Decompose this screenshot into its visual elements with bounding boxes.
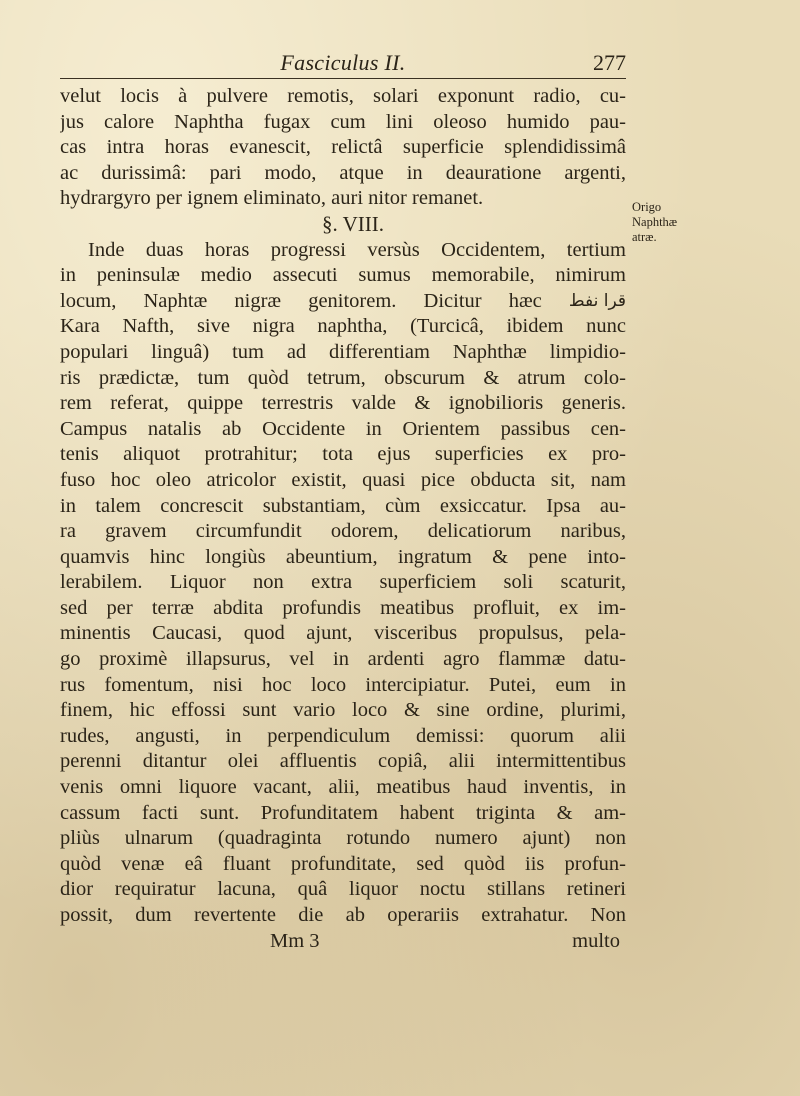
text-line: in talem concrescit substantiam, cùm exsiccatur. Ipsa au- xyxy=(60,494,626,517)
text-line: populari linguâ) tum ad differentiam Naphthæ limpidio- xyxy=(60,340,626,363)
page-footer xyxy=(60,929,626,955)
section-marker: §. VIII. xyxy=(321,211,384,236)
running-head xyxy=(60,44,626,84)
text-line: dior requiratur lacuna, quâ liquor noctu stillans retineri xyxy=(60,878,626,901)
text-line: jus calore Naphtha fugax cum lini oleoso humido pau- xyxy=(60,110,626,133)
marginal-note-line: atræ. xyxy=(632,230,657,244)
marginal-note-line: Origo xyxy=(632,200,662,214)
text-line: ac durissimâ: pari modo, atque in deauratione argenti, xyxy=(60,161,626,184)
text-line: quòd venæ eâ fluant profunditate, sed quòd iis profun- xyxy=(60,852,626,875)
text-line: rudes, angusti, in perpendiculum demissi: quorum alii xyxy=(60,724,626,747)
text-line: cassum facti sunt. Profunditatem habent triginta & am- xyxy=(60,801,626,824)
header-rule xyxy=(60,78,626,79)
body-text xyxy=(60,84,626,954)
text-line: perenni ditantur olei affluentis copiâ, alii intermittentibus xyxy=(60,750,626,773)
page-number: 277 xyxy=(593,50,626,75)
text-line: finem, hic effossi sunt vario loco & sine ordine, plurimi, xyxy=(60,699,626,722)
text-line: in peninsulæ medio assecuti sumus memorabile, nimirum xyxy=(60,264,626,287)
text-line: possit, dum revertente die ab operariis extrahatur. Non xyxy=(60,904,626,926)
arabic-term: قرا نفط xyxy=(568,290,626,311)
text-line: go proximè illapsurus, vel in ardenti agro flammæ datu- xyxy=(60,648,626,671)
text-line: rem referat, quippe terrestris valde & ignobilioris generis. xyxy=(60,392,626,415)
text-line: fuso hoc oleo atricolor existit, quasi pice obducta sit, nam xyxy=(60,468,626,491)
text-line: minentis Caucasi, quod ajunt, visceribus propulsus, pela- xyxy=(60,622,626,645)
text-line: quamvis hinc longiùs abeuntium, ingratum & pene into- xyxy=(60,545,626,568)
text-line: cas intra horas evanescit, relictâ superficie splendidissimâ xyxy=(60,136,626,159)
text-line: Kara Nafth, sive nigra naphtha, (Turcicâ, ibidem nunc xyxy=(60,315,626,338)
text-line: Inde duas horas progressi versùs Occidentem, tertium xyxy=(88,238,626,261)
text-line: Campus natalis ab Occidente in Orientem passibus cen- xyxy=(60,417,626,440)
text-line: tenis aliquot protrahitur; tota ejus superficies ex pro- xyxy=(60,443,626,466)
text-line: venis omni liquore vacant, alii, meatibus haud inventis, in xyxy=(60,776,626,799)
text-line: ra gravem circumfundit odorem, delicatiorum naribus, xyxy=(60,520,626,543)
running-title: Fasciculus II. xyxy=(280,50,406,75)
text-line: pliùs ulnarum (quadraginta rotundo numero ajunt) non xyxy=(60,827,626,850)
text-line: velut locis à pulvere remotis, solari exponunt radio, cu- xyxy=(60,85,626,107)
signature-mark: Mm 3 xyxy=(270,929,320,952)
text-span: locum, Naphtæ nigræ genitorem. Dicitur hæc xyxy=(60,289,542,312)
text-line: lerabilem. Liquor non extra superficiem soli scaturit, xyxy=(60,571,626,594)
text-line: rus fomentum, nisi hoc loco intercipiatur. Putei, eum in xyxy=(60,673,626,696)
marginal-note xyxy=(632,200,688,245)
marginal-note-line: Naphthæ xyxy=(632,215,678,229)
text-line-with-arabic xyxy=(60,289,626,315)
text-line: hydrargyro per ignem eliminato, auri nitor remanet. xyxy=(60,187,484,210)
text-line: sed per terræ abdita profundis meatibus profluit, ex im- xyxy=(60,596,626,619)
text-line: ris prædictæ, tum quòd tetrum, obscurum & atrum colo- xyxy=(60,366,626,389)
catchword: multo xyxy=(572,929,620,952)
